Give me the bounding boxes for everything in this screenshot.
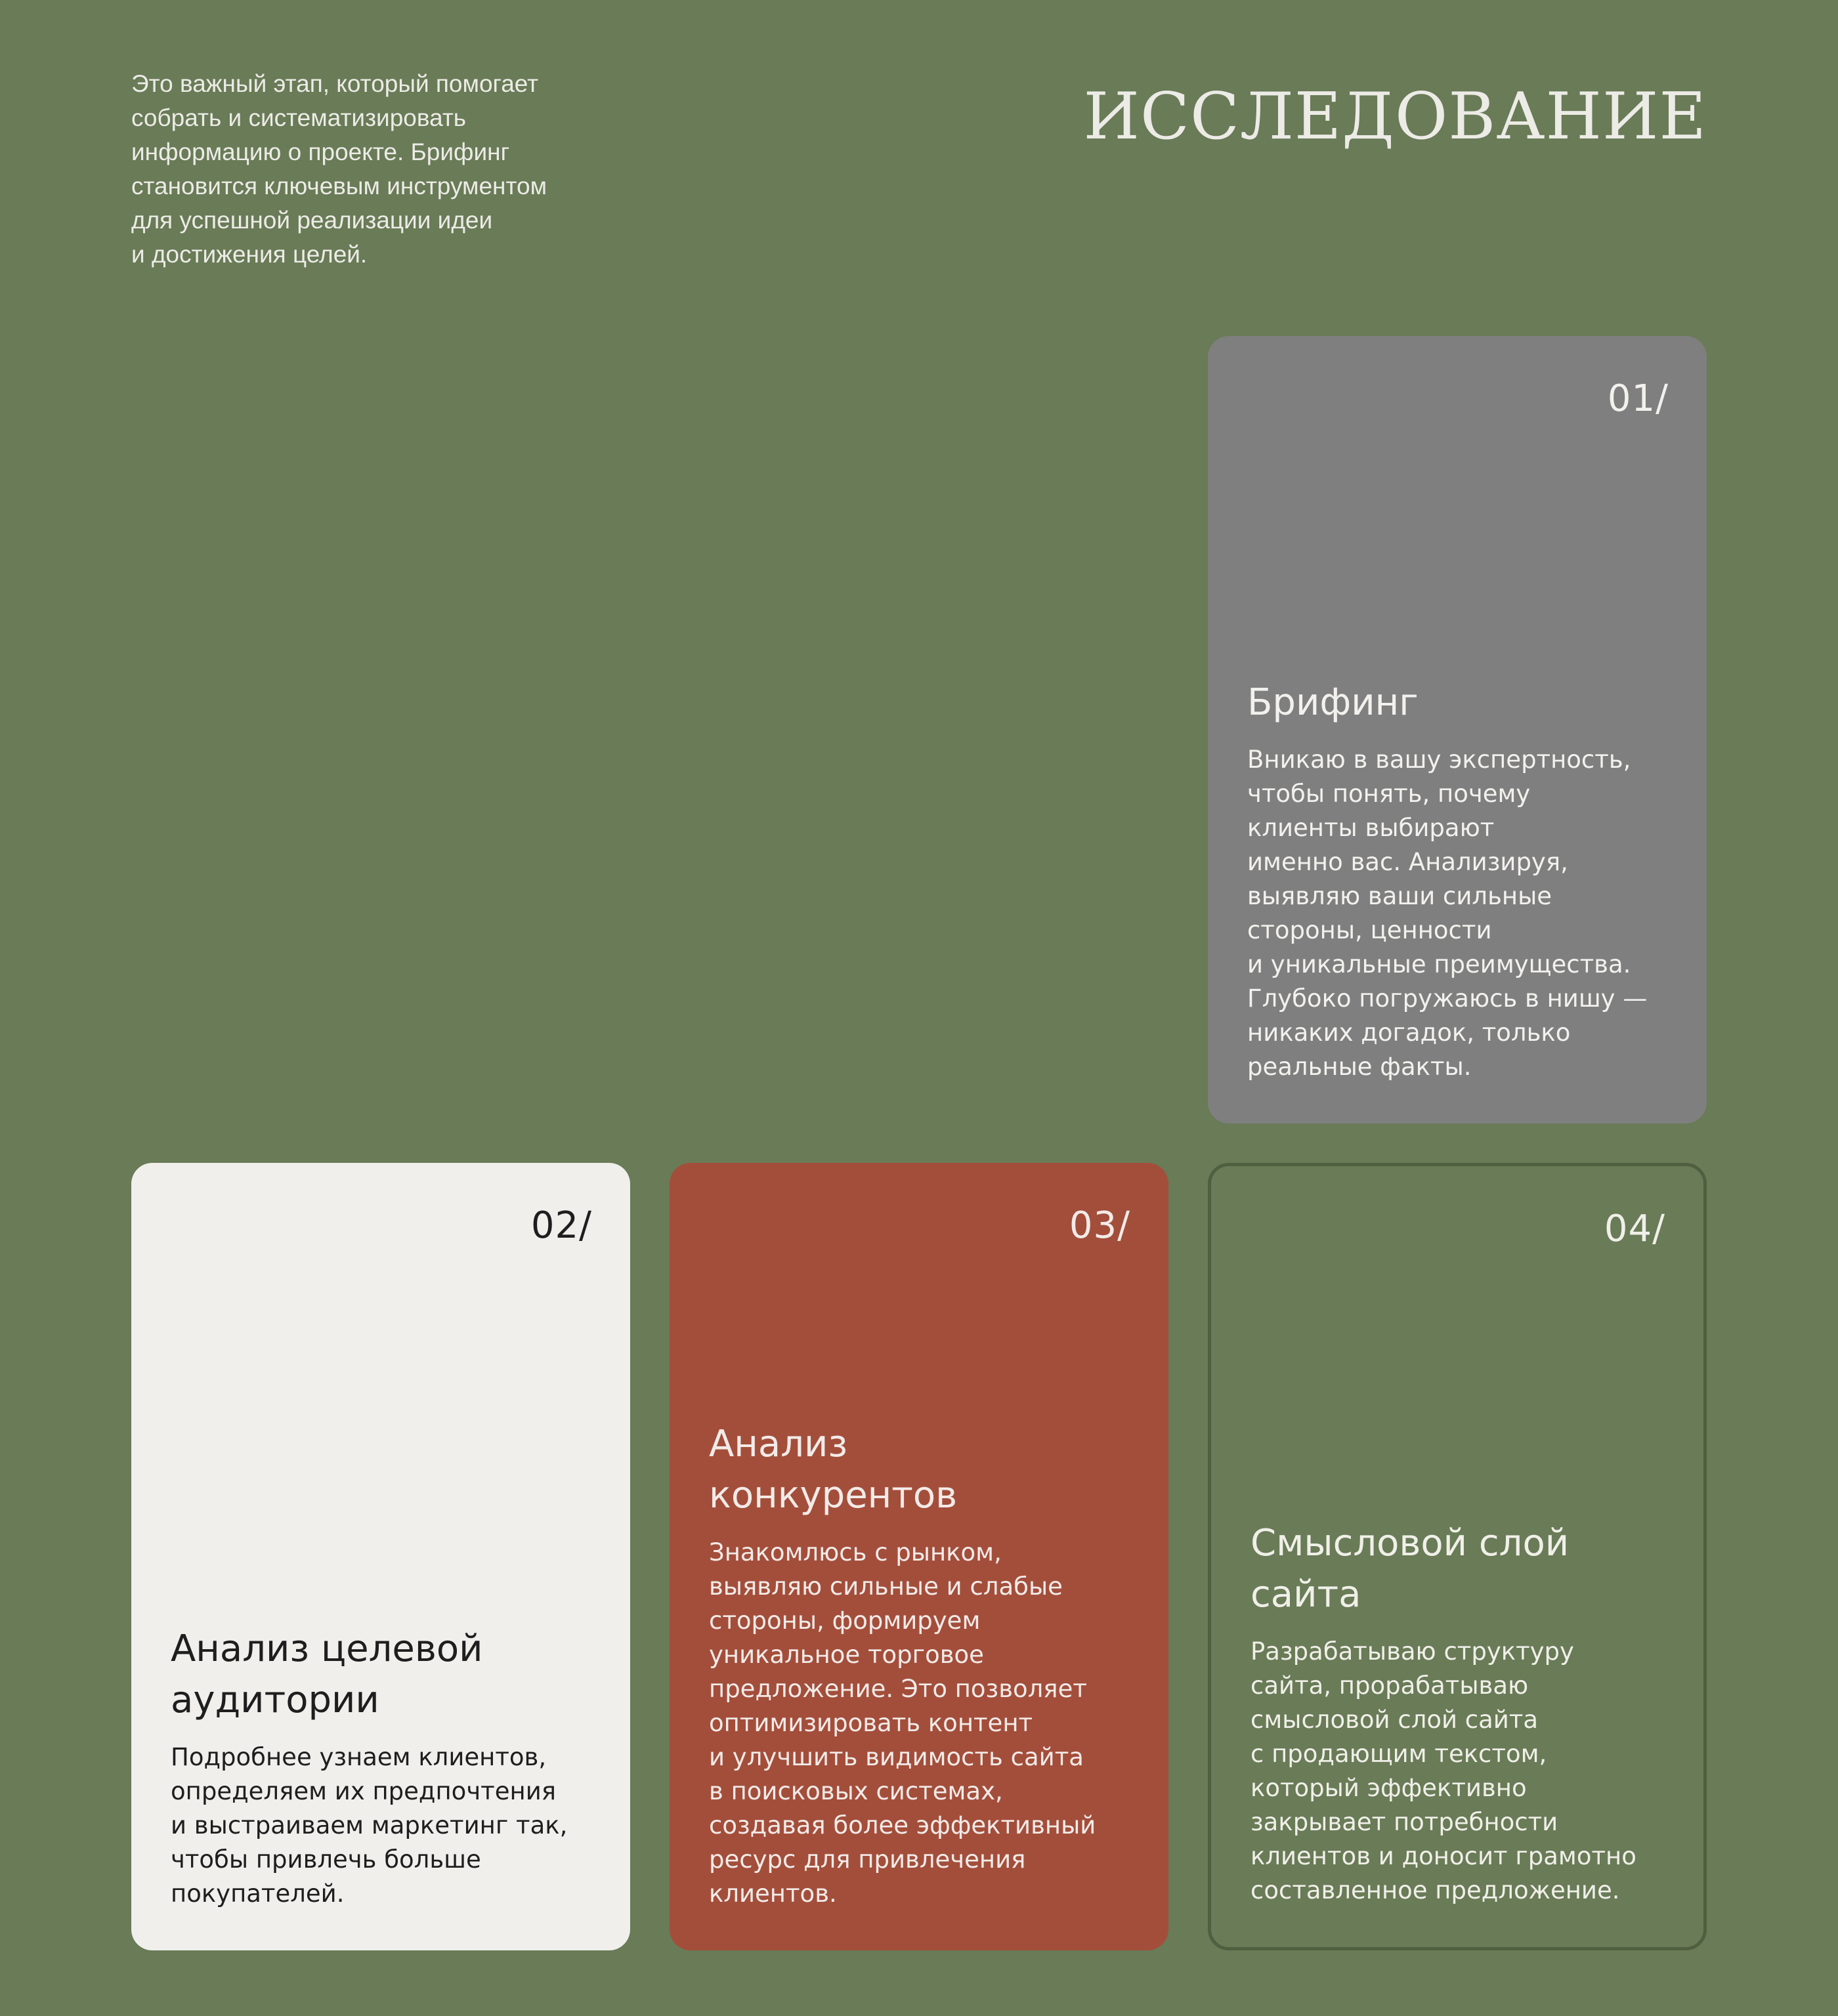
card-number: 01/ <box>1607 377 1669 420</box>
card-briefing <box>1208 336 1707 1124</box>
card-title: Смысловой слой сайта <box>1250 1522 1570 1616</box>
intro-text: Это важный этап, который помогает собрать и систематизировать информацию о проекте. Брифинг становится ключевым инструментом для успешной реализации идеи и достижения целей. <box>131 70 547 268</box>
card-competitor-analysis <box>670 1163 1168 1950</box>
page-title: ИССЛЕДОВАНИЕ <box>1083 79 1707 154</box>
card-description: Вникаю в вашу экспертность, чтобы понять, почему клиенты выбирают именно вас. Анализируя, выявляю ваши сильные стороны, ценности и уникальные преимущества. Глубоко погружаюсь в нишу — никаких догадок, только реальные факты. <box>1247 746 1648 1081</box>
card-semantic-layer <box>1208 1163 1707 1950</box>
card-audience-analysis <box>131 1163 630 1950</box>
card-description: Подробнее узнаем клиентов, определяем их предпочтения и выстраиваем маркетинг так, чтобы привлечь больше покупателей. <box>171 1743 568 1908</box>
card-description: Знакомлюсь с рынком, выявляю сильные и слабые стороны, формируем уникальное торговое предложение. Это позволяет оптимизировать контент и улучшить видимость сайта в поисковых системах, создавая более эффективный ресурс для привлечения клиентов. <box>709 1538 1096 1908</box>
card-description: Разрабатываю структуру сайта, прорабатываю смысловой слой сайта с продающим текстом, который эффективно закрывает потребности клиентов и доносит грамотно составленное предложение. <box>1250 1637 1636 1904</box>
card-title: Брифинг <box>1247 681 1419 724</box>
card-number: 04/ <box>1604 1208 1665 1250</box>
card-number: 03/ <box>1069 1204 1130 1247</box>
card-number: 02/ <box>530 1204 592 1247</box>
card-title: Анализ конкурентов <box>709 1423 958 1517</box>
card-title: Анализ целевой аудитории <box>171 1628 483 1721</box>
